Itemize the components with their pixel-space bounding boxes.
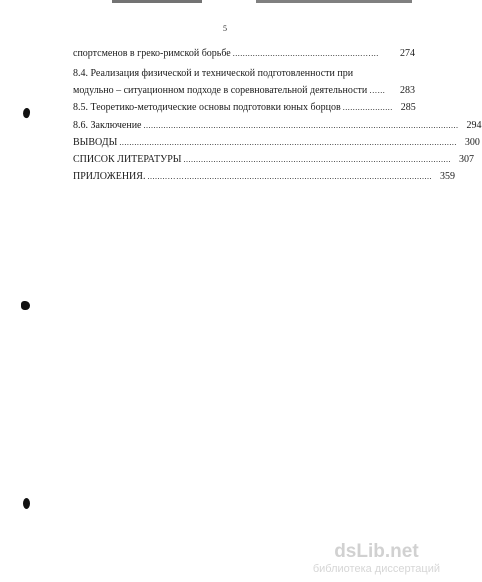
toc-entry-title: 8.5. Теоретико-методические основы подготовки юных борцов [73, 102, 341, 113]
toc-entry-title: 8.4. Реализация физической и технической подготовленности при [73, 68, 354, 79]
toc-entry [73, 170, 455, 184]
toc-leader-dots: .................... [342, 103, 393, 112]
binding-hole-mark [23, 498, 30, 509]
toc-entry [73, 119, 482, 133]
toc-entry-page: 359 [439, 171, 455, 182]
scan-top-edge [112, 0, 412, 3]
toc-entry-page: 283 [400, 85, 415, 96]
toc-leader-dots: ........……................................................................................................... [147, 172, 432, 181]
toc-entry [73, 67, 415, 81]
watermark-subtitle: библиотека диссертаций [312, 563, 440, 575]
toc-entry-page: 300 [464, 137, 480, 148]
toc-entry-page: 294 [466, 120, 482, 131]
toc-entry [73, 136, 480, 150]
toc-leader-dots: …... [369, 86, 386, 95]
toc-entry-page: 285 [400, 102, 416, 113]
toc-entry [73, 47, 415, 61]
toc-entry [73, 84, 415, 98]
toc-entry-title: ПРИЛОЖЕНИЯ. [73, 171, 146, 182]
toc-entry-title: ВЫВОДЫ [73, 137, 118, 148]
watermark-logo: dsLib.net [334, 541, 419, 562]
watermark [313, 541, 440, 576]
toc-leader-dots: ....................................................…... [232, 49, 379, 58]
toc-leader-dots: ....................................................................................................................................... [119, 138, 457, 147]
binding-hole-mark [22, 107, 31, 118]
toc-entry-title: модульно – ситуационном подходе в соревновательной деятельности [73, 85, 368, 96]
toc-entry-title: СПИСОК ЛИТЕРАТУРЫ [73, 154, 182, 165]
toc-entry-page: 274 [400, 48, 415, 59]
toc-entry-title: спортсменов в греко-римской борьбе [73, 48, 231, 59]
page-number: 5 [223, 24, 227, 33]
toc-entry-page: 307 [459, 154, 474, 165]
toc-entry [73, 101, 415, 115]
binding-hole-mark [21, 301, 30, 310]
toc-leader-dots: ........................................................................................................... [183, 155, 451, 164]
toc-entry [73, 153, 474, 167]
toc-entry-title: 8.6. Заключение [73, 120, 142, 131]
toc-leader-dots: .............................................................................................................................. [143, 121, 459, 130]
